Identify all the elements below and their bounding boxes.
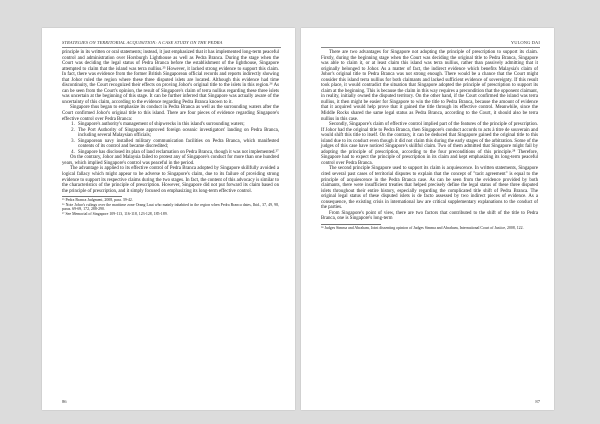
- paragraph: Secondly, Singapore's claim of effective control implied part of the features of the principle of prescription. If Johor had the original title to Pedra Branca, then Singapore's conduct accords to acts à titre de souverain and would shift this title to itself. On the contrary, it can be deduced that Singapore gained the original title to this island due to its conduct even though it did not claim this during the early stages of the arbitration. Some of the judges of this case have noticed Singapore's skillful claim. Two of them admitted that Singapore might fail by adopting the principle of prescription, according to the four preconditions of this principle.²⁸ Therefore, Singapore had to expect the principle of prescription in its claim and kept emphasizing its long-term peaceful control over Pedra Branca.: [321, 122, 538, 166]
- page-body: [62, 50, 279, 217]
- page-number: 86: [62, 399, 67, 404]
- paragraph: The second principle Singapore used to support its claim is acquiescence. In written statements, Singapore cited several past cases of territorial disputes to explain that the concept of "tacit agreement" is equal to the principle of acquiescence in the Pedra Branca case. As can be seen from the evidence provided by both claimants, there were insufficient treaties that helped precisely define the legal status of these three disputed islets throughout their entire history, especially regarding the complicated title shift of Pedra Branca. The original legal status of these disputed islets is de facto assessed by two indirect pieces of evidence. As a consequence, the existing crisis in international law are critical supplementary explanations to the conduct of the parties.: [321, 166, 538, 211]
- footnote-rule: [321, 224, 381, 225]
- footnote: ²⁶ Note Johor's rulings over the maritime zone Orang Laut who mainly inhabited in the region when Pedra Branca dates, Ibid., 37, 49, 98, paras. 69-69, 172, 288-290.: [62, 202, 279, 212]
- header-rule: [321, 47, 540, 48]
- list-item: 3. Singaporean navy installed military communication facilities on Pedra Branca, which manifested contents of its control and became discredited;: [76, 139, 279, 150]
- footnote-rule: [62, 196, 122, 197]
- running-head: YULONG DAI: [510, 40, 540, 45]
- evidence-list: [62, 122, 279, 155]
- footnote: ²⁷ See Memorial of Singapore 109-113, 116-118, 123-128, 185-189.: [62, 212, 168, 216]
- list-item: 4. Singapore has disclosed its plan of land reclamation on Pedra Branca, though it was not implemented.²⁷: [76, 150, 279, 156]
- list-item: 1. Singapore's authority's management of shipwrecks in this island's surrounding waters;: [76, 122, 279, 128]
- paragraph: Singapore thus began to emphasize its conduct in Pedra Branca as well as the surrounding waters after the Court confirmed Johor's original title to this island. There are four pieces of evidence regarding Singapore's effective control over Pedra Branca:: [62, 105, 279, 122]
- footnote: ²⁵ Pedra Branca Judgment, 2008, para. 39-42.: [62, 198, 133, 203]
- left-page: [42, 28, 295, 410]
- page-number: 87: [535, 399, 540, 404]
- footnote: ²⁸ Judges Simma and Abraham, Joint dissenting opinion of Judges Simma and Abraham, International Court of Justice, 2008, 122.: [321, 225, 524, 230]
- paragraph: On the contrary, Johor and Malaysia failed to protest any of Singapore's conduct for more than one hundred years, which implied Singapore's control was peaceful in the period.: [62, 155, 279, 166]
- paragraph: From Singapore's point of view, there are two factors that contributed to the shift of the title to Pedra Branca, one is Singapore's long-term: [321, 210, 538, 222]
- paragraph: principle in its written or oral statements; instead, it just emphasized that it has implemented long-term peaceful control and administration over Horsburgh Lighthouse as well as Pedra Branca. During the stage when the Court was deciding the legal status of Pedra Branca before the establishment of the lighthouse, Singapore attempted to claim that the island was terra nullius.²⁵ However, it lacked strong evidence to support this claim. In fact, there was evidence from the former British Singaporean official records and reports indirectly showing that Johor ruled the region where these three disputed islets are located. Although this evidence had time discontinuity, the Court recognized their effects on proving Johor's original title to the islets in this region.²⁶ As can be seen from the Court's opinion, the result of Singapore's claim of terra nullius regarding these three islets was uncertain at the beginning of this stage. It can be further inferred that Singapore was actually aware of the uncertainty of this claim, according to the evidence regarding Pedra Branca known to it.: [62, 50, 279, 105]
- right-page: [301, 28, 554, 410]
- running-head: STRATEGIES ON TERRITORIAL ACQUISITION: A CASE STUDY ON THE PEDRA: [62, 40, 223, 45]
- header-rule: [62, 47, 281, 48]
- paragraph: The advantage is applied to its effective control of Pedra Branca adopted by Singapore skillfully avoided a logical fallacy which might appear to be adverse to Singapore's claim, due to its failure of providing strong evidence to support its respective claims during the two stages. In fact, the content of this advocacy is similar to the characteristics of the principle of prescription. However, Singapore did not put forward its claim based on the principle of prescription, and it simply focused on emphasizing its long-term effective control.: [62, 166, 279, 194]
- paragraph: There are two advantages for Singapore not adopting the principle of prescription to support its claim. Firstly, during the beginning stage when the Court was deciding the original title to Pedra Branca, Singapore was able to claim it, or at least claim this island was terra nullius, rather than passively admitting that it originally belonged to Johor. As a matter of fact, the indirect evidence which benefits Malaysia's claim of Johor's original title to Pedra Branca was not strong enough. There would be a chance that the Court might consider this island terra nullius for both claimants and lacked sufficient evidence of sovereignty. If this result took place, it would contradict the situation that Singapore adopted the principle of prescription to support its claim at the beginning. This is because the claim in this way requires a precondition that the opponent claimant, in reality, initially owned the disputed territory. On the other hand, if the Court confirmed the island was terra nullius, it then might be easier for Singapore to win the title to Pedra Branca, because the amount of evidence that it acquired would help prove that it gained the title through its effective control. Meanwhile, since the Middle Rocks shared the same legal status as Pedra Branca, according to the Court, it should also be terra nullius in this case.: [321, 50, 538, 122]
- list-item: 2. The Port Authority of Singapore approved foreign oceanic investigators' landing on Pedra Branca, including several Malaysian officials;: [76, 128, 279, 139]
- page-body: [321, 50, 538, 231]
